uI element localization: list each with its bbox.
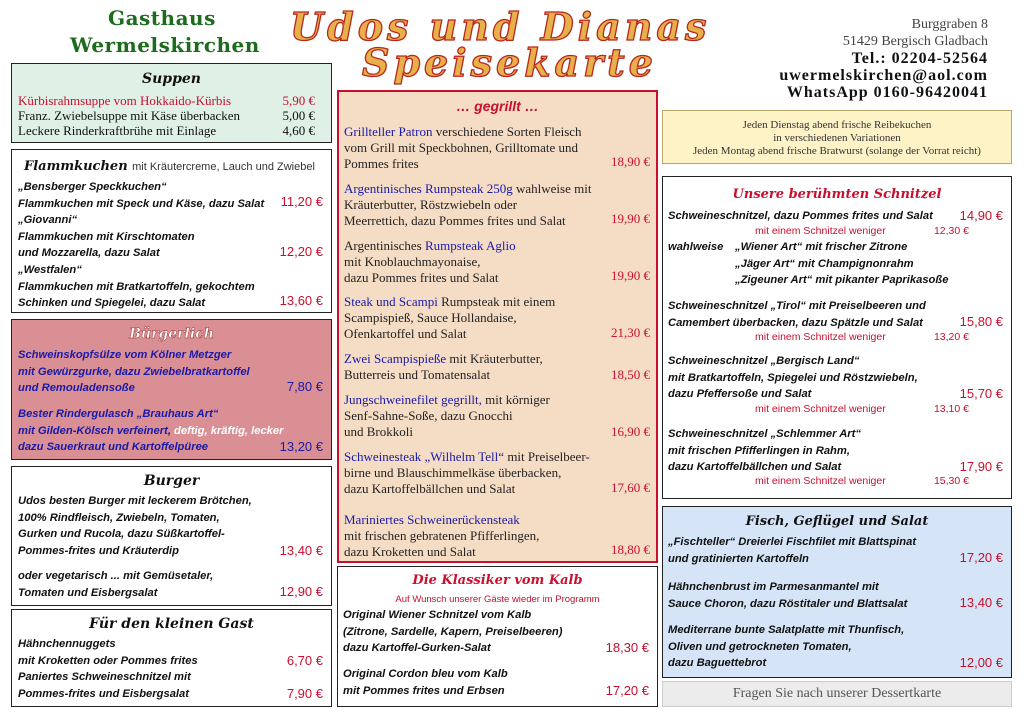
grill-price-7: 17,60 €	[611, 480, 650, 495]
whatsapp: WhatsApp 0160-96420041	[786, 84, 988, 101]
schnitzel-price-1b: 12,30 €	[933, 225, 969, 237]
schnitzel-title: Unsere berühmten Schnitzel	[732, 187, 942, 202]
schnitzel-item-4: Schweineschnitzel „Schlemmer Art“ mit frischen Pfifferlingen in Rahm, dazu Kartoffelbällchen und Salat	[668, 428, 861, 474]
buergerlich-text-1: Schweinskopfsülze vom Kölner Metzger mit Gewürzgurke, dazu Zwiebelbratkartoffel und Remouladensoße	[18, 349, 250, 395]
grill-price-4: 21,30 €	[611, 325, 650, 340]
klassiker-title: Die Klassiker vom Kalb	[412, 573, 583, 588]
grill-item-2: Argentinisches Rumpsteak 250g wahlweise mit Kräuterbutter, Röstzwiebeln oder Meerrettich, dazu Pommes frites und Salat	[344, 181, 592, 228]
burger-title: Burger	[143, 473, 200, 489]
flammkuchen-text: „Bensberger Speckkuchen“ Flammkuchen mit Speck und Käse, dazu Salat „Giovanni“ Flammkuchen mit Kirschtomaten und Mozzarella, dazu Salat „Westfalen“ Flammkuchen mit Bratkartoffeln, gekochtem Schinken und Spiegelei, dazu Salat	[18, 181, 265, 310]
burger-price-2: 12,90 €	[279, 584, 323, 599]
dessert-box	[662, 681, 1012, 707]
burger-text-1: Udos besten Burger mit leckerem Brötchen, 100% Rindfleisch, Zwiebeln, Tomaten, Gurken und Rucola, dazu Süßkartoffel- Pommes-frites und Kräuterdip	[18, 495, 252, 557]
grill-price-8: 18,80 €	[611, 542, 650, 557]
schnitzel-price-3: 15,70 €	[959, 386, 1003, 401]
schnitzel-price-2: 15,80 €	[959, 314, 1003, 329]
flammkuchen-price-3: 13,60 €	[279, 293, 323, 308]
gasthaus-label: Gasthaus	[108, 6, 216, 30]
grill-price-3: 19,90 €	[611, 268, 650, 283]
klassiker-price-2: 17,20 €	[605, 683, 649, 698]
suppe-1: Kürbisrahmsuppe vom Hokkaido-Kürbis 5,90 €	[18, 93, 315, 108]
klassiker-text-2: Original Cordon bleu vom Kalb mit Pommes frites und Erbsen	[343, 668, 508, 697]
schnitzel-item-1: Schweineschnitzel, dazu Pommes frites und Salat	[668, 210, 933, 222]
schnitzel-weniger-4: mit einem Schnitzel weniger	[755, 475, 886, 487]
klassiker-box	[337, 566, 658, 707]
schnitzel-price-4b: 15,30 €	[933, 475, 969, 487]
fisch-price-3: 12,00 €	[959, 655, 1003, 670]
klassiker-price-1: 18,30 €	[605, 640, 649, 655]
suppe-3: Leckere Rinderkraftbrühe mit Einlage 4,60 €	[18, 123, 315, 138]
schnitzel-price-3b: 13,10 €	[933, 403, 969, 415]
klassiker-text-1: Original Wiener Schnitzel vom Kalb (Zitrone, Sardelle, Kapern, Preiselbeeren) dazu Kartoffel-Gurken-Salat	[343, 609, 563, 655]
buergerlich-price-1: 7,80 €	[286, 379, 323, 394]
title-line-2: Speisekarte	[362, 40, 657, 85]
grill-price-2: 19,90 €	[611, 211, 650, 226]
info-text: Jeden Dienstag abend frische Reibekuchen in verschiedenen Variationen Jeden Montag abend frische Bratwurst (solange der Vorrat reicht)	[693, 119, 981, 157]
fisch-price-2: 13,40 €	[959, 595, 1003, 610]
schnitzel-box	[662, 176, 1012, 499]
schnitzel-price-2b: 13,20 €	[933, 331, 969, 343]
buergerlich-title: Bürgerlich	[129, 326, 214, 342]
burger-text-2: oder vegetarisch ... mit Gemüsetaler, Tomaten und Eisbergsalat	[18, 570, 214, 599]
suppen-box	[11, 63, 332, 143]
fisch-title: Fisch, Geflügel und Salat	[745, 514, 929, 529]
kinder-price-1: 6,70 €	[286, 653, 323, 668]
kinder-box	[11, 609, 332, 707]
dessert-note: Fragen Sie nach unserer Dessertkarte	[732, 686, 942, 701]
gegrillt-box	[337, 90, 658, 563]
gegrillt-title: … gegrillt …	[456, 98, 539, 114]
schnitzel-price-1: 14,90 €	[959, 208, 1003, 223]
fisch-price-1: 17,20 €	[959, 550, 1003, 565]
klassiker-subtitle: Auf Wunsch unserer Gäste wieder im Programm	[395, 594, 600, 605]
fisch-box	[662, 506, 1012, 678]
kinder-price-2: 7,90 €	[286, 686, 323, 701]
flammkuchen-title: Flammkuchen	[24, 159, 128, 174]
address-street: Burggraben 8	[911, 17, 988, 32]
schnitzel-item-3: Schweineschnitzel „Bergisch Land“ mit Bratkartoffeln, Spiegelei und Röstzwiebeln, dazu Pfeffersoße und Salat	[668, 355, 918, 401]
grill-item-8: Mariniertes Schweinerückensteak mit frischen gebratenen Pfifferlingen, dazu Kroketten und Salat	[344, 512, 540, 559]
schnitzel-price-4: 17,90 €	[959, 459, 1003, 474]
grill-item-1: Grillteller Patron verschiedene Sorten Fleisch vom Grill mit Speckbohnen, Grilltomate und Pommes frites	[344, 124, 582, 171]
suppen-title: Suppen	[142, 71, 201, 87]
burger-box	[11, 466, 332, 606]
schnitzel-weniger-1: mit einem Schnitzel weniger	[755, 225, 886, 237]
flammkuchen-box	[11, 149, 332, 313]
schnitzel-weniger-2: mit einem Schnitzel weniger	[755, 331, 886, 343]
fisch-item-2: Hähnchenbrust im Parmesanmantel mit Sauce Choron, dazu Röstitaler und Blattsalat	[668, 581, 908, 610]
schnitzel-weniger-3: mit einem Schnitzel weniger	[755, 403, 886, 415]
flammkuchen-price-2: 12,20 €	[279, 244, 323, 259]
grill-price-6: 16,90 €	[611, 424, 650, 439]
grill-item-4: Steak und Scampi Rumpsteak mit einem Scampispieß, Sauce Hollandaise, Ofenkartoffel und Salat	[344, 294, 556, 341]
kinder-text: Hähnchennuggets mit Kroketten oder Pommes frites Paniertes Schweineschnitzel mit Pommes-frites und Eisbergsalat	[18, 638, 198, 700]
fisch-item-3: Mediterrane bunte Salatplatte mit Thunfisch, Oliven und getrockneten Tomaten, dazu Baguettebrot	[668, 624, 905, 670]
info-box	[662, 110, 1012, 164]
flammkuchen-price-1: 11,20 €	[280, 194, 323, 209]
grill-item-7: Schweinesteak „Wilhelm Tell“ mit Preiselbeer- birne und Blauschimmelkäse überbacken, dazu Kartoffelbällchen und Salat	[344, 449, 590, 496]
schnitzel-item-2: Schweineschnitzel „Tirol“ mit Preiselbeeren und Camembert überbacken, dazu Spätzle und Salat	[668, 300, 926, 329]
suppe-2: Franz. Zwiebelsuppe mit Käse überbacken 5,00 €	[18, 108, 315, 123]
grill-price-5: 18,50 €	[611, 367, 650, 382]
burger-price-1: 13,40 €	[279, 543, 323, 558]
buergerlich-text-2: Bester Rindergulasch „Brauhaus Art“ mit Gilden-Kölsch verfeinert, deftig, kräftig, lecker dazu Sauerkraut und Kartoffelpüree	[18, 408, 284, 454]
ort-label: Wermelskirchen	[70, 33, 260, 57]
schnitzel-wahlweise: wahlweise	[668, 241, 724, 253]
fisch-item-1: „Fischteller“ Dreierlei Fischfilet mit Blattspinat und gratinierten Kartoffeln	[668, 536, 917, 565]
grill-price-1: 18,90 €	[611, 154, 650, 169]
buergerlich-price-2: 13,20 €	[279, 439, 323, 454]
address-city: 51429 Bergisch Gladbach	[842, 34, 988, 49]
buergerlich-box	[11, 319, 332, 460]
grill-item-5: Zwei Scampispieße mit Kräuterbutter, Butterreis und Tomatensalat	[344, 351, 543, 382]
grill-item-3: Argentinisches Rumpsteak Aglio mit Knoblauchmayonaise, dazu Pommes frites und Salat	[344, 238, 516, 285]
grill-item-6: Jungschweinefilet gegrillt, mit körniger Senf-Sahne-Soße, dazu Gnocchi und Brokkoli	[344, 392, 550, 439]
kinder-title: Für den kleinen Gast	[89, 616, 254, 632]
title-line-1: Udos und Dianas	[290, 4, 711, 49]
email: uwermelskirchen@aol.com	[779, 67, 988, 84]
flammkuchen-subtitle: mit Kräutercreme, Lauch und Zwiebel	[132, 161, 315, 173]
schnitzel-varianten: „Wiener Art“ mit frischer Zitrone „Jäger Art“ mit Champignonrahm „Zigeuner Art“ mit pikanter Paprikasoße	[735, 241, 949, 287]
phone: Tel.: 02204-52564	[851, 50, 988, 67]
